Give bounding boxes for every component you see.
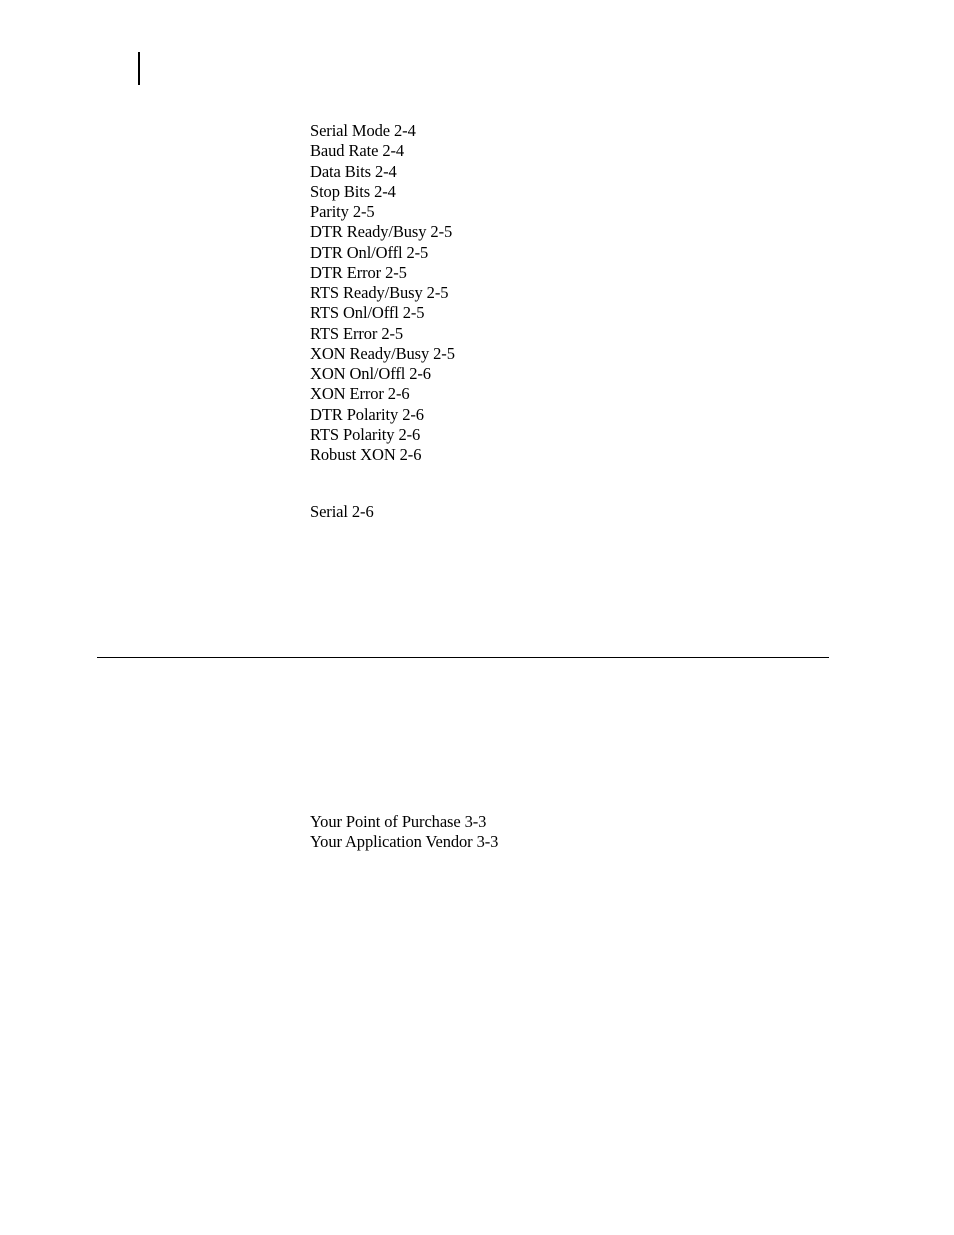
toc-entry-dtr-onl-offl: DTR Onl/Offl 2-5 — [310, 242, 429, 262]
toc-serial-list — [310, 502, 374, 522]
toc-entry-dtr-polarity: DTR Polarity 2-6 — [310, 404, 424, 424]
toc-entry-dtr-error: DTR Error 2-5 — [310, 262, 407, 282]
toc-entry-xon-error: XON Error 2-6 — [310, 384, 410, 404]
toc-entry-application-vendor: Your Application Vendor 3-3 — [310, 832, 499, 852]
toc-entry-xon-ready-busy: XON Ready/Busy 2-5 — [310, 343, 455, 363]
toc-entry-serial-mode: Serial Mode 2-4 — [310, 121, 416, 140]
toc-entry-baud-rate: Baud Rate 2-4 — [310, 141, 405, 161]
toc-support-list — [310, 812, 498, 853]
toc-entry-stop-bits: Stop Bits 2-4 — [310, 181, 396, 201]
toc-serial-settings-list — [310, 121, 455, 465]
toc-entry-dtr-ready-busy: DTR Ready/Busy 2-5 — [310, 222, 453, 242]
toc-entry-parity: Parity 2-5 — [310, 202, 375, 221]
toc-entry-serial: Serial 2-6 — [310, 502, 374, 521]
toc-entry-point-of-purchase: Your Point of Purchase 3-3 — [310, 812, 487, 831]
horizontal-rule — [97, 657, 829, 658]
toc-entry-data-bits: Data Bits 2-4 — [310, 161, 397, 181]
toc-entry-xon-onl-offl: XON Onl/Offl 2-6 — [310, 364, 431, 383]
toc-entry-rts-error: RTS Error 2-5 — [310, 323, 404, 343]
change-bar — [138, 52, 140, 85]
toc-entry-rts-ready-busy: RTS Ready/Busy 2-5 — [310, 283, 449, 302]
toc-entry-rts-onl-offl: RTS Onl/Offl 2-5 — [310, 303, 425, 323]
toc-entry-rts-polarity: RTS Polarity 2-6 — [310, 424, 421, 444]
toc-entry-robust-xon: Robust XON 2-6 — [310, 445, 422, 464]
